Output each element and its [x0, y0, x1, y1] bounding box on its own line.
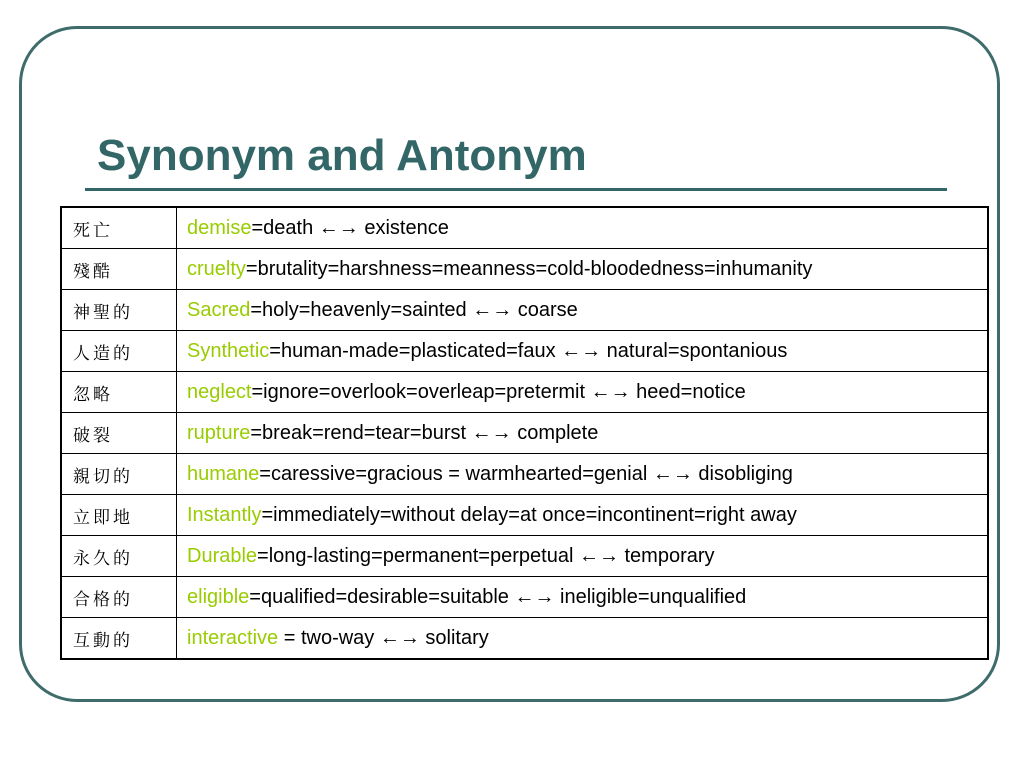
table-row: [61, 413, 988, 454]
headword: Instantly: [187, 503, 262, 526]
synonym-antonym-list: =human-made=plasticated=faux ←→ natural=spontanious: [269, 339, 788, 362]
english-entry: [177, 413, 989, 454]
synonym-antonym-list: =ignore=overlook=overleap=pretermit ←→ heed=notice: [251, 380, 746, 403]
english-entry: [177, 536, 989, 577]
table-row: [61, 495, 988, 536]
table-row: [61, 577, 988, 618]
chinese-term: 互動的: [61, 618, 177, 660]
chinese-term: 殘酷: [61, 249, 177, 290]
headword: Durable: [187, 544, 258, 567]
english-entry: [177, 372, 989, 413]
synonym-antonym-list: = two-way ←→ solitary: [278, 626, 489, 649]
chinese-term: 人造的: [61, 331, 177, 372]
english-entry: [177, 331, 989, 372]
headword: demise: [187, 216, 252, 239]
headword: neglect: [187, 380, 252, 403]
table-row: [61, 331, 988, 372]
slide-title: Synonym and Antonym: [97, 131, 587, 180]
headword: Synthetic: [187, 339, 270, 362]
headword: interactive: [187, 626, 279, 649]
english-entry: [177, 618, 989, 660]
english-entry: [177, 290, 989, 331]
table-row: [61, 372, 988, 413]
synonym-antonym-list: =immediately=without delay=at once=incontinent=right away: [261, 503, 797, 526]
vocabulary-table: [60, 206, 989, 660]
synonym-antonym-list: =brutality=harshness=meanness=cold-bloodedness=inhumanity: [245, 257, 813, 280]
table-row: [61, 536, 988, 577]
table-row: [61, 249, 988, 290]
headword: cruelty: [187, 257, 246, 280]
headword: rupture: [187, 421, 251, 444]
headword: humane: [187, 462, 260, 485]
table-row: [61, 290, 988, 331]
chinese-term: 立即地: [61, 495, 177, 536]
english-entry: [177, 454, 989, 495]
chinese-term: 忽略: [61, 372, 177, 413]
headword: eligible: [187, 585, 250, 608]
synonym-antonym-list: =caressive=gracious = warmhearted=genial ←→ disobliging: [259, 462, 793, 485]
english-entry: [177, 207, 989, 249]
chinese-term: 合格的: [61, 577, 177, 618]
synonym-antonym-list: =break=rend=tear=burst ←→ complete: [250, 421, 599, 444]
headword: Sacred: [187, 298, 251, 321]
table-row: [61, 618, 988, 660]
chinese-term: 破裂: [61, 413, 177, 454]
table-row: [61, 454, 988, 495]
chinese-term: 親切的: [61, 454, 177, 495]
synonym-antonym-list: =death ←→ existence: [251, 216, 449, 239]
chinese-term: 永久的: [61, 536, 177, 577]
table-row: [61, 207, 988, 249]
chinese-term: 神聖的: [61, 290, 177, 331]
english-entry: [177, 495, 989, 536]
english-entry: [177, 249, 989, 290]
chinese-term: 死亡: [61, 207, 177, 249]
title-underline: [85, 188, 947, 191]
synonym-antonym-list: =holy=heavenly=sainted ←→ coarse: [250, 298, 578, 321]
synonym-antonym-list: =long-lasting=permanent=perpetual ←→ temporary: [257, 544, 715, 567]
synonym-antonym-list: =qualified=desirable=suitable ←→ ineligible=unqualified: [249, 585, 747, 608]
english-entry: [177, 577, 989, 618]
